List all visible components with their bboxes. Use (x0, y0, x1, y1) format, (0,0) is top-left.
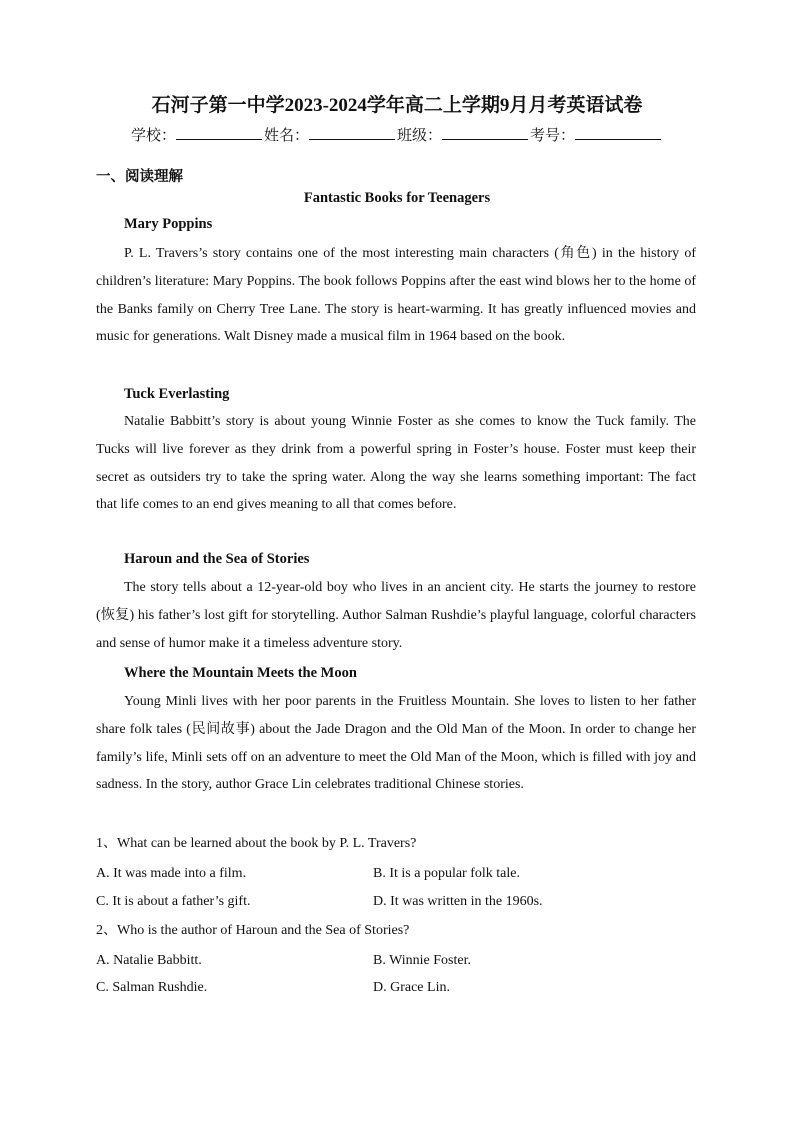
book-paragraph: Young Minli lives with her poor parents in the Fruitless Mountain. She loves to listen to her father share folk tales (民间故事) about the Jade Dragon and the Old Man of the Moon. In order to change her family’s life, Minli sets off on an adventure to meet the Old Man of the Moon, which is filled with joy and sadness. In the story, author Grace Lin celebrates traditional Chinese stories. (96, 694, 696, 793)
class-blank[interactable] (442, 124, 528, 140)
name-label: 姓名： (263, 128, 309, 144)
answer-option[interactable]: D. Grace Lin. (373, 980, 450, 995)
answer-option[interactable]: C. It is about a father’s gift. (96, 894, 251, 909)
section-heading: 一、阅读理解 (96, 169, 183, 185)
school-blank[interactable] (176, 124, 262, 140)
book-paragraph: The story tells about a 12-year-old boy who lives in an ancient city. He starts the journey to restore (恢复) his father’s lost gift for storytelling. Author Salman Rushdie’s playful language, colorful characters and sense of humor make it a timeless adventure story. (96, 580, 696, 651)
name-blank[interactable] (309, 124, 395, 140)
class-field (397, 124, 530, 147)
school-field (131, 124, 264, 147)
exam-number-label: 考号： (530, 128, 576, 144)
exam-number-field (530, 124, 663, 147)
answer-option[interactable]: A. It was made into a film. (96, 866, 247, 881)
question-text: 1、What can be learned about the book by P. L. Travers? (96, 836, 417, 851)
answer-option[interactable]: C. Salman Rushdie. (96, 980, 208, 995)
name-field (264, 124, 397, 147)
student-info-line (0, 124, 794, 147)
book-paragraph: Natalie Babbitt’s story is about young Winnie Foster as she comes to know the Tuck family. The Tucks will live forever as they drink from a powerful spring in Foster’s house. Foster must keep their secret as outsiders try to take the spring water. Along the way she learns something important: The fact that life comes to an end gives meaning to all that comes before. (96, 414, 696, 513)
school-label: 学校： (130, 128, 176, 144)
exam-title: 石河子第一中学2023-2024学年高二上学期9月月考英语试卷 (151, 95, 643, 116)
answer-option[interactable]: A. Natalie Babbitt. (96, 953, 202, 968)
class-label: 班级： (397, 128, 443, 144)
book-title: Haroun and the Sea of Stories (124, 551, 310, 567)
exam-number-blank[interactable] (575, 124, 661, 140)
answer-option[interactable]: B. It is a popular folk tale. (373, 866, 520, 881)
book-title: Where the Mountain Meets the Moon (124, 665, 357, 681)
answer-option[interactable]: B. Winnie Foster. (373, 953, 471, 968)
question-text: 2、Who is the author of Haroun and the Sea of Stories? (96, 923, 410, 938)
article-title: Fantastic Books for Teenagers (303, 190, 491, 206)
book-paragraph: P. L. Travers’s story contains one of the most interesting main characters (角色) in the history of children’s literature: Mary Poppins. The book follows Poppins after the east wind blows her to the home of the Banks family on Cherry Tree Lane. The story is heart-warming. It has greatly influenced movies and music for generations. Walt Disney made a musical film in 1964 based on the book. (96, 246, 696, 345)
book-title: Mary Poppins (124, 216, 213, 232)
answer-option[interactable]: D. It was written in the 1960s. (373, 894, 543, 909)
book-title: Tuck Everlasting (124, 386, 230, 402)
